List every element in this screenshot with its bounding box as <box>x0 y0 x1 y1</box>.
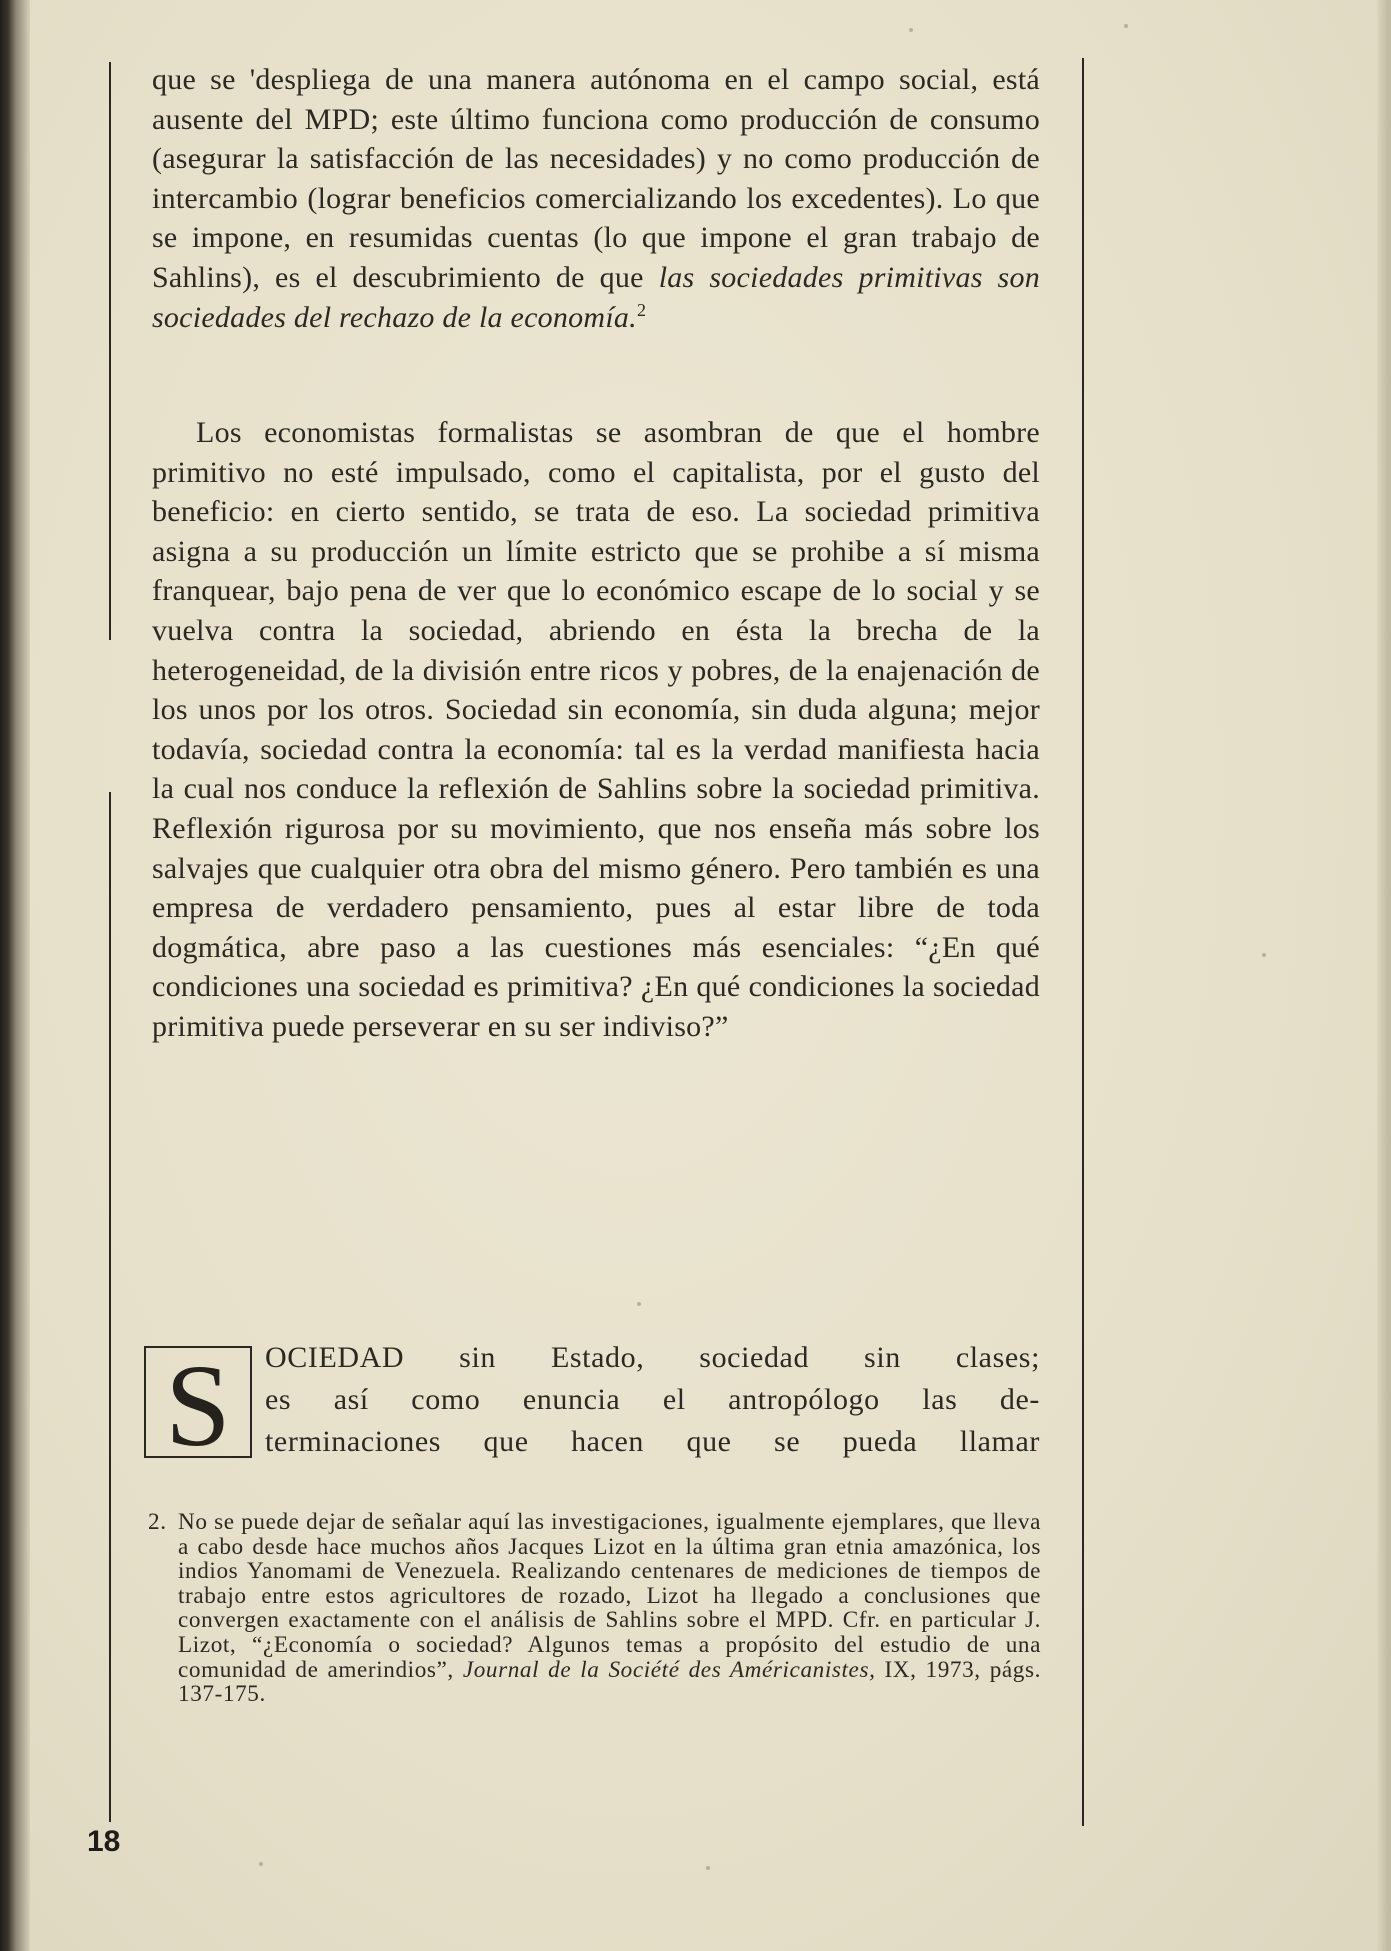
paragraph-2 <box>152 413 1040 1047</box>
footnote-2 <box>148 1510 1041 1707</box>
left-margin-rule-top <box>109 62 111 640</box>
footnote-journal-title: Journal de la Société des Américanistes, <box>462 1656 876 1683</box>
page-number: 18 <box>87 1825 121 1858</box>
right-margin-rule <box>1082 58 1084 1826</box>
section-opening-text <box>265 1337 1040 1463</box>
paragraph-2-text: Los economistas formalistas se asombran de que el hombre primitivo no esté impulsado, como el capitalista, por el gusto del beneficio: en cierto sentido, se trata de eso. La sociedad primitiva asigna a su producción un límite estricto que se prohibe a sí misma franquear, bajo pena de ver que lo económico escape de lo social y se vuelva contra la sociedad, abriendo en ésta la brecha de la heterogeneidad, de la división entre ricos y pobres, de la enajenación de los unos por los otros. Sociedad sin economía, sin duda alguna; mejor todavía, sociedad contra la economía: tal es la verdad manifiesta hacia la cual nos conduce la reflexión de Sahlins sobre la sociedad primitiva. Reflexión rigurosa por su movimiento, que nos enseña más sobre los salvajes que cualquier otra obra del mismo género. Pero también es una empresa de verdadero pensamiento, pues al estar libre de toda dogmática, abre paso a las cuestiones más esenciales: “¿En qué condiciones una sociedad es primitiva? ¿En qué condiciones la sociedad primitiva puede perseverar en su ser indiviso?” <box>152 416 1040 1043</box>
paper-speck <box>1262 953 1266 957</box>
paper-speck <box>706 1866 710 1870</box>
footnote-number: 2. <box>148 1509 167 1535</box>
section-line-3: terminaciones que hacen que se pueda llamar <box>265 1425 1040 1458</box>
paper-speck <box>909 28 913 32</box>
paragraph-1-text: que se 'despliega de una manera autónoma en el campo social, está ausente del MPD; este último funciona como producción de consumo (asegurar la satisfacción de las necesidades) y no como producción de intercambio (lograr beneficios comercializando los excedentes). Lo que se impone, en resumidas cuentas (lo que impone el gran trabajo de Sahlins), es el descubrimiento de que <box>152 63 1040 294</box>
paragraph-1-emphasis: las sociedades primitivas son sociedades del rechazo de la economía. <box>152 260 1040 334</box>
paper-speck <box>1124 24 1128 28</box>
paragraph-1 <box>152 60 1040 337</box>
paper-speck <box>637 1302 641 1306</box>
footnote-body <box>178 1510 1041 1707</box>
section-line-2: es así como enuncia el antropólogo las de- <box>265 1383 1040 1416</box>
section-line-1: OCIEDAD sin Estado, sociedad sin clases; <box>265 1341 1040 1374</box>
left-margin-rule-bottom <box>109 792 111 1822</box>
page-edge-shadow <box>1377 0 1391 1951</box>
footnote-reference[interactable]: 2 <box>636 299 647 320</box>
footnote-citation: IX, 1973, págs. 137-175. <box>178 1656 1041 1708</box>
section-opening <box>144 1337 1040 1471</box>
drop-cap-frame <box>144 1340 252 1471</box>
drop-cap-letter: S <box>165 1340 231 1471</box>
paper-speck <box>259 1862 263 1866</box>
book-spine-shadow <box>0 0 30 1951</box>
footnote-text: No se puede dejar de señalar aquí las investigaciones, igualmente ejemplares, que lleva a cabo desde hace muchos años Jacques Lizot en la última gran etnia amazónica, los indios Yanomami de Venezuela. Realizando centenares de mediciones de tiempos de trabajo entre estos agricultores de rozado, Lizot ha llegado a conclusiones que convergen exactamente con el análisis de Sahlins sobre el MPD. Cfr. en particular J. Lizot, “¿Economía o sociedad? Algunos temas a propósito del estudio de una comunidad de amerindios”, <box>178 1509 1041 1683</box>
